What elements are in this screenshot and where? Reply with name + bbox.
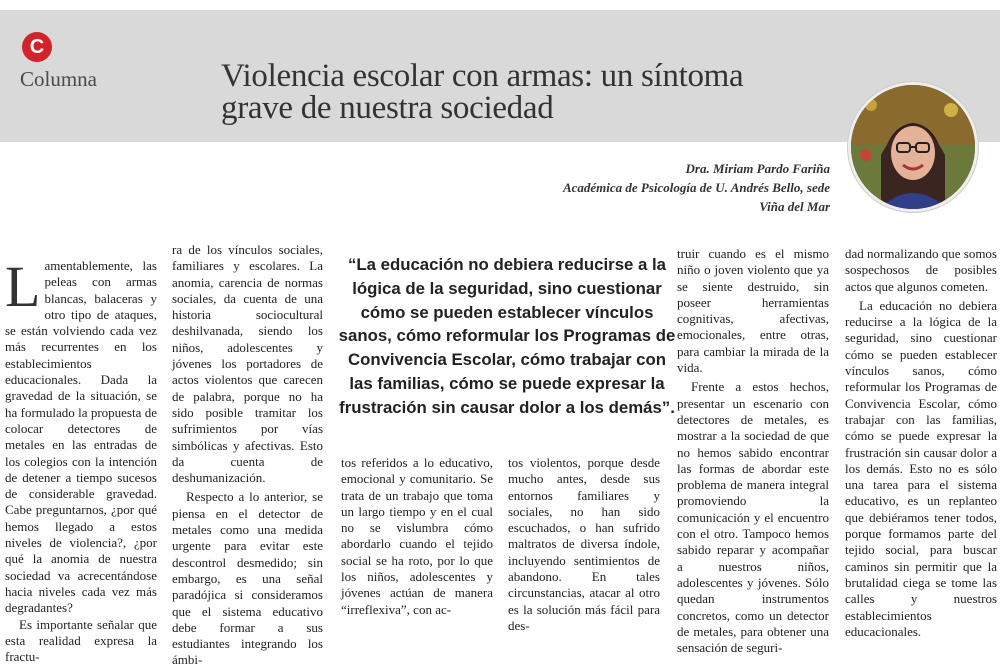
paragraph: tos referidos a lo educativo, emocional y comunitario. Se trata de un trabajo que toma un largo tiempo y en el cual no se vislumbra cómo abordarlo cuando el tejido social se ha roto, por lo que los niños, adolescentes y jóvenes actúan de manera “irreflexiva”, con ac-	[341, 455, 493, 617]
text-column-4	[508, 455, 660, 634]
paragraph: tos violentos, porque desde mucho antes, desde sus entornos familiares y sociales, no han sido escuchados, o han sufrido maltratos de diversa índole, incluyendo sentimientos de abandono. En tales circunstancias, atacar al otro es la solución más fácil para des-	[508, 455, 660, 633]
section-label: Columna	[20, 67, 97, 91]
author-byline	[560, 159, 830, 216]
author-name: Dra. Miriam Pardo Fariña	[685, 161, 830, 176]
column-header	[0, 10, 1000, 142]
paragraph: ra de los vínculos sociales, familiares y escolares. La anomia, carencia de normas sociales, da cuenta de una historia sociocultural deshilvanada, siendo los niños, adolescentes y jóvenes los portadores de actos violentos que carecen de palabra, porque no ha sido posible tramitar los sufrimientos por vías simbólicas y afectivas. Esto da cuenta de deshumanización.	[172, 242, 323, 486]
article-title: Violencia escolar con armas: un síntoma grave de nuestra sociedad	[221, 58, 744, 126]
pull-quote: “La educación no debiera reducirse a la lógica de la seguridad, sino cuestionar cómo se pueden establecer vínculos sanos, cómo reformular los Programas de Convivencia Escolar, cómo trabajar con las familias, cómo se puede expresar la frustración sin causar dolor a los demás”.	[338, 255, 676, 417]
paragraph: amentablemente, las peleas con armas blancas, balaceras y otro tipo de ataques, se están volviendo cada vez más recurrentes en los establecimientos educacionales. Dada la gravedad de la situación, se ha formulado la propuesta de colocar detectores de metales en las entradas de los colegios con la intención de detener a tiempo sucesos de considerable gravedad. Cabe preguntarnos, ¿por qué hemos llegado a estos niveles de violencia?, ¿por qué la anomia de nuestra sociedad va acrecentándose hacia niveles cada vez más degradantes?	[5, 258, 157, 616]
paragraph: Frente a estos hechos, presentar un escenario con detectores de metales, es mostrar a la sociedad de que no hemos sabido encontrar las formas de abordar este problema de manera integral promoviendo la comunicación y el encuentro con el otro. Tampoco hemos sabido reparar y acompañar a nuestros niños, adolescentes y jóvenes. Sólo quedan instrumentos concretos, como un detector de metales, para obtener una sensación de seguri-	[677, 379, 829, 656]
paragraph: Respecto a lo anterior, se piensa en el detector de metales como una medida urgente para evitar este descontrol desmedido; sin embargo, es una señal paradójica si consideramos que el sistema educativo debe formar a sus estudiantes integrando los ámbi-	[172, 489, 323, 668]
text-column-1	[5, 254, 157, 665]
author-role: Académica de Psicología de U. Andrés Bello, sede Viña del Mar	[562, 180, 830, 214]
paragraph: La educación no debiera reducirse a la lógica de la seguridad, sino cuestionar cómo se pueden establecer vínculos sanos, cómo reformular los Programas de Convivencia Escolar, cómo trabajar con las familias, cómo se puede expresar la frustración sin causar dolor a los demás. Esto no es sólo una tarea para el sistema educativo, es un replanteo que debiéramos tener todos, porque formamos parte del tejido social, para buscar caminos sin permitir que la brutalidad ciega se tome las calles y nuestros establecimientos educacionales.	[845, 297, 997, 639]
paragraph: dad normalizando que somos sospechosos de posibles actos que algunos cometen.	[845, 246, 997, 294]
author-portrait-icon	[851, 85, 975, 209]
text-column-6	[845, 246, 997, 640]
section-logo-icon: C	[22, 32, 52, 62]
text-column-2	[172, 242, 323, 669]
paragraph: truir cuando es el mismo niño o joven violento que ya se siente destruido, sin poseer herramientas cognitivas, afectivas, emocionales, entre otras, para cambiar la mirada de la vida.	[677, 246, 829, 376]
drop-cap: L	[5, 254, 41, 319]
text-column-3	[341, 455, 493, 618]
author-photo	[848, 82, 978, 212]
paragraph: Es importante señalar que esta realidad expresa la fractu-	[5, 616, 157, 665]
top-border	[0, 0, 1000, 10]
text-column-5	[677, 246, 829, 656]
